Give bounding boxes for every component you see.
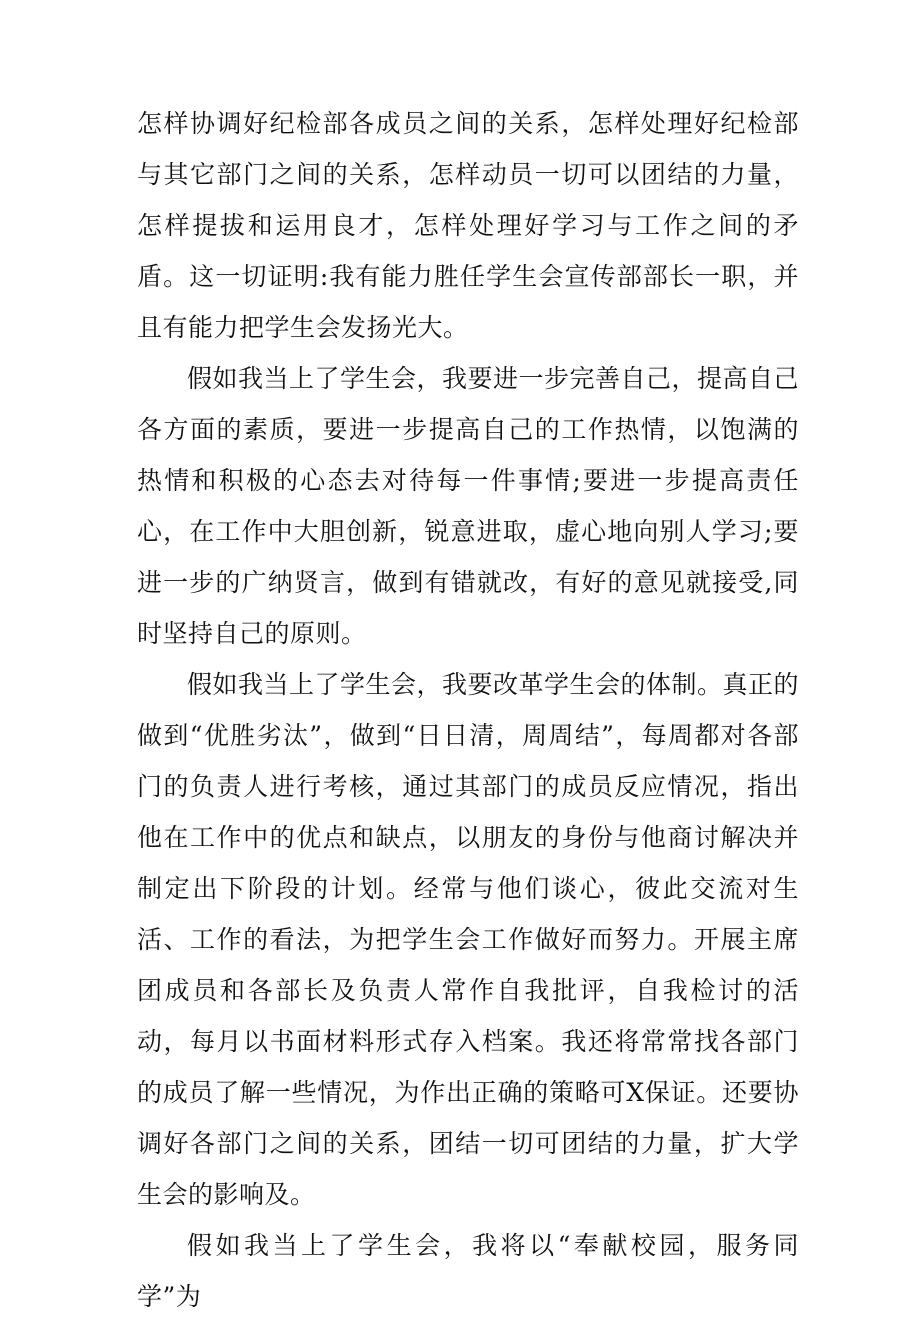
document-body xyxy=(137,98,799,1322)
paragraph-1: 怎样协调好纪检部各成员之间的关系，怎样处理好纪检部与其它部门之间的关系，怎样动员一切可以团结的力量，怎样提拔和运用良才，怎样处理好学习与工作之间的矛盾。这一切证明:我有能力胜任学生会宣传部部长一职，并且有能力把学生会发扬光大。 xyxy=(137,109,799,342)
paragraph-3: 假如我当上了学生会，我要改革学生会的体制。真正的做到“优胜劣汰”，做到“日日清，周周结”，每周都对各部门的负责人进行考核，通过其部门的成员反应情况，指出他在工作中的优点和缺点，以朋友的身份与他商讨解决并制定出下阶段的计划。经常与他们谈心，彼此交流对生活、工作的看法，为把学生会工作做好而努力。开展主席团成员和各部长及负责人常作自我批评，自我检讨的活动，每月以书面材料形式存入档案。我还将常常找各部门的成员了解一些情况，为作出正确的策略可X保证。还要协调好各部门之间的关系，团结一切可团结的力量，扩大学生会的影响及。 xyxy=(137,670,800,1209)
paragraph-2: 假如我当上了学生会，我要进一步完善自己，提高自己各方面的素质，要进一步提高自己的工作热情，以饱满的热情和积极的心态去对待每一件事情;要进一步提高责任心，在工作中大胆创新，锐意进取，虚心地向别人学习;要进一步的广纳贤言，做到有错就改，有好的意见就接受,同时坚持自己的原则。 xyxy=(137,364,800,648)
paragraph-4: 假如我当上了学生会，我将以“奉献校园，服务同学”为 xyxy=(137,1231,799,1311)
